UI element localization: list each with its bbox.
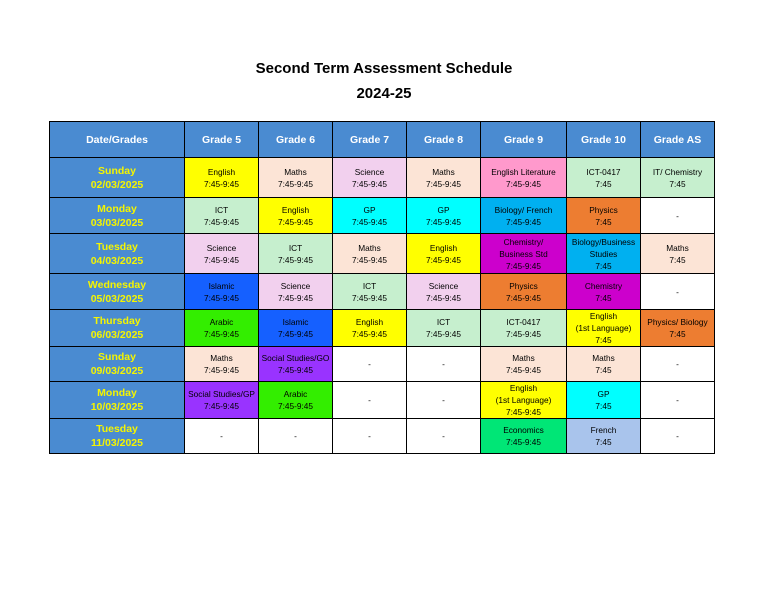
exam-cell: [567, 347, 641, 382]
table-row: [50, 310, 715, 347]
exam-cell: [641, 198, 715, 234]
exam-detail: 7:45: [669, 178, 686, 189]
exam-cell: [333, 274, 407, 310]
subject-label: French: [590, 425, 617, 435]
day-label: Monday: [97, 202, 137, 215]
subject-label: Maths: [512, 353, 535, 363]
exam-detail: 7:45-9:45: [203, 292, 240, 303]
subject-label: Arabic: [283, 389, 308, 399]
subject-label: Arabic: [209, 317, 234, 327]
date-label: 03/03/2025: [90, 216, 144, 229]
day-label: Thursday: [93, 315, 141, 327]
exam-cell: [407, 158, 481, 198]
exam-cell: [333, 158, 407, 198]
exam-cell: [567, 274, 641, 310]
subject-label: -: [442, 359, 445, 369]
exam-cell: [481, 419, 567, 454]
subject-label: Physics: [509, 280, 538, 291]
exam-detail: 7:45-9:45: [277, 329, 314, 339]
date-cell: [50, 382, 185, 419]
subject-label: Science: [354, 166, 385, 177]
exam-detail: 7:45-9:45: [351, 254, 388, 265]
exam-cell: [567, 234, 641, 274]
schedule-body: [50, 158, 715, 454]
subject-label: English: [589, 311, 618, 321]
date-label: 04/03/2025: [90, 254, 144, 267]
subject-label: ICT: [436, 317, 451, 327]
exam-cell: [641, 158, 715, 198]
day-label: Tuesday: [96, 240, 138, 253]
exam-detail: 7:45-9:45: [425, 178, 462, 189]
subject-label: -: [220, 431, 223, 441]
exam-cell: [567, 198, 641, 234]
exam-detail: 7:45-9:45: [351, 216, 388, 227]
date-cell: [50, 274, 185, 310]
date-label: 09/03/2025: [90, 365, 144, 377]
subject-label: -: [368, 395, 371, 405]
exam-cell: [407, 274, 481, 310]
subject-label: Islamic: [208, 280, 235, 291]
exam-detail: 7:45-9:45: [203, 178, 240, 189]
exam-detail: 7:45: [595, 401, 612, 411]
subject-label: Biology/Business: [571, 236, 636, 247]
subject-label: Maths: [666, 242, 689, 253]
subject-label: Physics: [589, 204, 618, 215]
subject-label: Maths: [432, 166, 455, 177]
subject-label: -: [676, 359, 679, 369]
subject-label: ICT-0417: [506, 317, 541, 327]
exam-cell: [259, 234, 333, 274]
header-grade-6: Grade 6: [259, 122, 333, 158]
header-grade-as: Grade AS: [641, 122, 715, 158]
page-title: Second Term Assessment Schedule: [255, 60, 513, 77]
exam-cell: [333, 382, 407, 419]
header-grade-5: Grade 5: [185, 122, 259, 158]
subject-label: -: [676, 431, 679, 441]
table-row: [50, 274, 715, 310]
schedule-table: [49, 121, 715, 454]
exam-cell: [567, 310, 641, 347]
date-cell: [50, 234, 185, 274]
exam-detail: 7:45: [595, 260, 612, 271]
header-grade-9: Grade 9: [481, 122, 567, 158]
exam-detail: 7:45-9:45: [277, 254, 314, 265]
day-label: Tuesday: [96, 423, 138, 435]
subject-label: -: [442, 431, 445, 441]
exam-cell: [481, 234, 567, 274]
exam-detail: 7:45-9:45: [277, 401, 314, 411]
exam-detail: 7:45-9:45: [505, 365, 542, 375]
subject-label: English Literature: [491, 166, 556, 177]
exam-detail: 7:45-9:45: [351, 178, 388, 189]
day-label: Sunday: [98, 164, 136, 177]
exam-detail: 7:45-9:45: [277, 292, 314, 303]
exam-cell: [567, 158, 641, 198]
exam-cell: [185, 310, 259, 347]
subject-label: Maths: [358, 242, 381, 253]
subject-label: -: [442, 395, 445, 405]
exam-detail: (1st Language): [495, 395, 552, 405]
exam-detail: 7:45-9:45: [505, 260, 542, 271]
exam-cell: [481, 310, 567, 347]
date-cell: [50, 310, 185, 347]
exam-detail: 7:45-9:45: [425, 254, 462, 265]
subject-label: Maths: [210, 353, 233, 363]
exam-detail: 7:45: [595, 178, 612, 189]
exam-cell: [567, 382, 641, 419]
date-cell: [50, 158, 185, 198]
header-grade-8: Grade 8: [407, 122, 481, 158]
subject-label: Economics: [503, 425, 544, 435]
subject-label: Islamic: [282, 317, 309, 327]
subject-label: GP: [437, 204, 450, 215]
exam-cell: [641, 274, 715, 310]
exam-cell: [333, 419, 407, 454]
exam-detail: 7:45-9:45: [277, 365, 314, 375]
exam-cell: [641, 310, 715, 347]
header-grade-10: Grade 10: [567, 122, 641, 158]
exam-cell: [185, 419, 259, 454]
exam-detail: 7:45-9:45: [425, 292, 462, 303]
exam-cell: [407, 234, 481, 274]
exam-cell: [641, 347, 715, 382]
exam-detail: Business Std: [499, 248, 548, 259]
exam-detail: 7:45-9:45: [505, 407, 542, 417]
exam-cell: [407, 419, 481, 454]
exam-detail: 7:45: [595, 335, 612, 345]
page-subtitle: 2024-25: [356, 85, 412, 102]
exam-cell: [407, 347, 481, 382]
table-row: [50, 234, 715, 274]
exam-detail: 7:45-9:45: [505, 329, 542, 339]
table-row: [50, 419, 715, 454]
subject-label: Maths: [284, 166, 307, 177]
exam-detail: 7:45-9:45: [203, 216, 240, 227]
date-label: 10/03/2025: [90, 401, 144, 413]
exam-cell: [333, 310, 407, 347]
header-grade-7: Grade 7: [333, 122, 407, 158]
exam-detail: 7:45-9:45: [203, 365, 240, 375]
exam-detail: 7:45: [595, 216, 612, 227]
exam-detail: 7:45: [669, 329, 686, 339]
exam-detail: 7:45: [595, 437, 612, 447]
subject-label: Biology/ French: [494, 204, 553, 215]
exam-cell: [185, 382, 259, 419]
header-date-grades: Date/Grades: [50, 122, 185, 158]
day-label: Sunday: [98, 351, 136, 363]
day-label: Monday: [97, 387, 137, 399]
exam-cell: [185, 274, 259, 310]
exam-cell: [641, 382, 715, 419]
exam-detail: 7:45-9:45: [203, 254, 240, 265]
subject-label: English: [429, 242, 458, 253]
subject-label: Physics/ Biology: [647, 317, 708, 327]
subject-label: Social Studies/GO: [261, 353, 330, 363]
exam-detail: 7:45-9:45: [203, 401, 240, 411]
subject-label: English: [355, 317, 384, 327]
exam-detail: 7:45-9:45: [505, 292, 542, 303]
exam-detail: 7:45: [669, 254, 686, 265]
exam-detail: 7:45-9:45: [425, 216, 462, 227]
exam-cell: [481, 274, 567, 310]
subject-label: English: [509, 383, 538, 393]
subject-label: GP: [363, 204, 376, 215]
exam-cell: [407, 310, 481, 347]
exam-cell: [259, 274, 333, 310]
exam-cell: [481, 382, 567, 419]
exam-detail: 7:45-9:45: [203, 329, 240, 339]
subject-label: -: [676, 210, 679, 221]
exam-cell: [259, 198, 333, 234]
exam-detail: 7:45-9:45: [505, 216, 542, 227]
exam-cell: [333, 234, 407, 274]
exam-cell: [641, 419, 715, 454]
exam-cell: [259, 382, 333, 419]
subject-label: Chemistry: [584, 280, 623, 291]
subject-label: -: [676, 286, 679, 297]
exam-cell: [185, 347, 259, 382]
subject-label: -: [368, 431, 371, 441]
subject-label: ICT: [214, 204, 229, 215]
exam-cell: [407, 382, 481, 419]
exam-cell: [481, 158, 567, 198]
subject-label: Science: [428, 280, 459, 291]
subject-label: -: [368, 359, 371, 369]
exam-cell: [259, 158, 333, 198]
subject-label: Social Studies/GP: [188, 389, 255, 399]
exam-detail: 7:45-9:45: [425, 329, 462, 339]
subject-label: -: [294, 431, 297, 441]
exam-detail: 7:45-9:45: [505, 178, 542, 189]
exam-cell: [333, 198, 407, 234]
exam-detail: (1st Language): [575, 323, 632, 333]
date-cell: [50, 198, 185, 234]
date-label: 11/03/2025: [91, 437, 143, 449]
day-label: Wednesday: [87, 278, 147, 291]
exam-detail: 7:45-9:45: [277, 216, 314, 227]
exam-detail: 7:45-9:45: [351, 292, 388, 303]
exam-detail: 7:45-9:45: [351, 329, 388, 339]
exam-cell: [259, 310, 333, 347]
exam-cell: [259, 347, 333, 382]
exam-cell: [185, 158, 259, 198]
table-row: [50, 158, 715, 198]
table-row: [50, 347, 715, 382]
table-row: [50, 382, 715, 419]
subject-label: Chemistry/: [503, 236, 544, 247]
subject-label: ICT-0417: [586, 166, 621, 177]
date-label: 05/03/2025: [90, 292, 144, 305]
subject-label: English: [281, 204, 310, 215]
subject-label: -: [676, 395, 679, 405]
exam-detail: 7:45-9:45: [277, 178, 314, 189]
subject-label: Science: [280, 280, 311, 291]
exam-cell: [567, 419, 641, 454]
subject-label: Science: [206, 242, 237, 253]
table-row: [50, 198, 715, 234]
exam-detail: 7:45: [595, 365, 612, 375]
exam-cell: [481, 198, 567, 234]
date-label: 06/03/2025: [90, 329, 144, 341]
exam-detail: 7:45: [595, 292, 612, 303]
exam-cell: [185, 198, 259, 234]
subject-label: English: [207, 166, 236, 177]
exam-cell: [333, 347, 407, 382]
exam-cell: [185, 234, 259, 274]
subject-label: IT/ Chemistry: [652, 166, 703, 177]
exam-cell: [641, 234, 715, 274]
date-label: 02/03/2025: [90, 178, 144, 191]
subject-label: GP: [597, 389, 610, 399]
header-row: [50, 122, 715, 158]
exam-cell: [407, 198, 481, 234]
subject-label: Maths: [592, 353, 615, 363]
subject-label: ICT: [362, 280, 377, 291]
exam-detail: 7:45-9:45: [505, 437, 542, 447]
date-cell: [50, 347, 185, 382]
subject-label: ICT: [288, 242, 303, 253]
date-cell: [50, 419, 185, 454]
exam-detail: Studies: [589, 248, 618, 259]
exam-cell: [481, 347, 567, 382]
exam-cell: [259, 419, 333, 454]
